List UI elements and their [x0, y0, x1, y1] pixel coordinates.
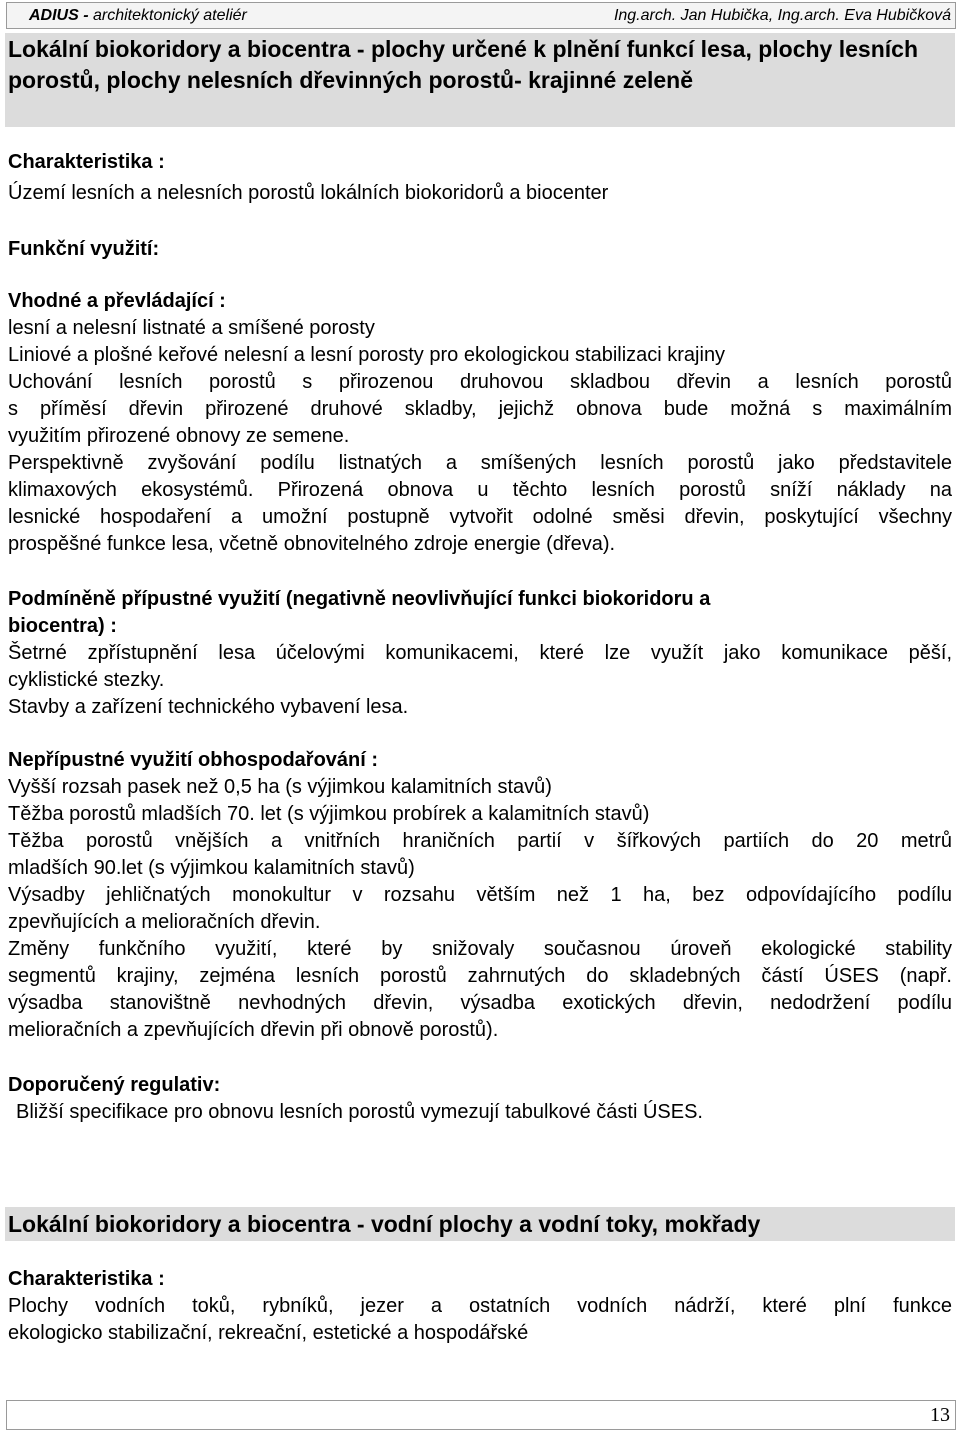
prohibited-line: melioračních a zpevňujících dřevin při obnově porostů).	[8, 1019, 499, 1041]
functional-use-heading: Funkční využití:	[8, 238, 160, 260]
conditional-heading: biocentra) :	[8, 615, 117, 637]
preferred-para1-line: Uchování lesních porostů s přirozenou druhovou skladbou dřevin a lesních porostů	[8, 371, 952, 393]
recommended-text: Bližší specifikace pro obnovu lesních porostů vymezují tabulkové části ÚSES.	[16, 1101, 703, 1123]
section2-characteristics-line: ekologicko stabilizační, rekreační, estetické a hospodářské	[8, 1322, 529, 1344]
prohibited-line: zpevňujících a melioračních dřevin.	[8, 911, 321, 933]
preferred-para2-line: Perspektivně zvyšování podílu listnatých a smíšených lesních porostů jako představitele	[8, 452, 952, 474]
section1-title: Lokální biokoridory a biocentra - plochy určené k plnění funkcí lesa, plochy lesních porostů, plochy nelesních dřevinných porostů- krajinné zeleně	[5, 33, 955, 127]
conditional-heading: Podmíněně přípustné využití (negativně neovlivňující funkci biokoridoru a	[8, 588, 711, 610]
section2-title: Lokální biokoridory a biocentra - vodní plochy a vodní toky, mokřady	[5, 1207, 955, 1241]
preferred-para2-line: lesnické hospodaření a umožní postupně vytvořit odolné směsi dřevin, poskytující všechny	[8, 506, 952, 528]
prohibited-heading: Nepřípustné využití obhospodařování :	[8, 749, 379, 771]
preferred-heading: Vhodné a převládající :	[8, 290, 226, 312]
conditional-line: Stavby a zařízení technického vybavení lesa.	[8, 696, 409, 718]
prohibited-line: výsadba stanovištně nevhodných dřevin, výsadba exotických dřevin, nedodržení podílu	[8, 992, 952, 1014]
prohibited-line: Těžba porostů mladších 70. let (s výjimkou probírek a kalamitních stavů)	[8, 803, 650, 825]
prohibited-line: Výsadby jehličnatých monokultur v rozsahu větším než 1 ha, bez odpovídajícího podílu	[8, 884, 952, 906]
section2-characteristics-line: Plochy vodních toků, rybníků, jezer a ostatních vodních nádrží, které plní funkce	[8, 1295, 952, 1317]
prohibited-line: segmentů krajiny, zejména lesních porostů zahrnutých do skladebných částí ÚSES (např.	[8, 965, 952, 987]
header-firm	[29, 7, 247, 25]
header-firm-bold: ADIUS -	[29, 7, 93, 24]
prohibited-line: mladších 90.let (s výjimkou kalamitních stavů)	[8, 857, 415, 879]
section2-characteristics-heading: Charakteristika :	[8, 1268, 165, 1290]
prohibited-line: Těžba porostů vnějších a vnitřních hraničních partií v šířkových partiích do 20 metrů	[8, 830, 952, 852]
recommended-heading: Doporučený regulativ:	[8, 1074, 221, 1096]
preferred-para2-line: prospěšné funkce lesa, včetně obnovitelného zdroje energie (dřeva).	[8, 533, 616, 555]
preferred-para2-line: klimaxových ekosystémů. Přirozená obnova u těchto lesních porostů sníží náklady na	[8, 479, 952, 501]
preferred-line: Liniové a plošné keřové nelesní a lesní porosty pro ekologickou stabilizaci krajiny	[8, 344, 726, 366]
page-footer	[6, 1400, 956, 1430]
prohibited-line: Změny funkčního využití, které by snižovaly současnou úroveň ekologické stability	[8, 938, 952, 960]
preferred-line: lesní a nelesní listnaté a smíšené porosty	[8, 317, 375, 339]
page-header	[6, 2, 956, 29]
conditional-line: cyklistické stezky.	[8, 669, 165, 691]
page-number: 13	[930, 1404, 950, 1426]
preferred-para1-line: s příměsí dřevin přirozené druhové skladby, jejichž obnova bude možná s maximálním	[8, 398, 952, 420]
prohibited-line: Vyšší rozsah pasek než 0,5 ha (s výjimkou kalamitních stavů)	[8, 776, 552, 798]
section1-characteristics-text: Území lesních a nelesních porostů lokálních biokoridorů a biocenter	[8, 182, 609, 204]
header-firm-rest: architektonický ateliér	[93, 7, 247, 24]
preferred-para1-line: využitím přirozené obnovy ze semene.	[8, 425, 350, 447]
section1-characteristics-heading: Charakteristika :	[8, 151, 165, 173]
conditional-line: Šetrné zpřístupnění lesa účelovými komunikacemi, které lze využít jako komunikace pěší,	[8, 642, 952, 664]
header-authors: Ing.arch. Jan Hubička, Ing.arch. Eva Hubičková	[613, 7, 951, 24]
